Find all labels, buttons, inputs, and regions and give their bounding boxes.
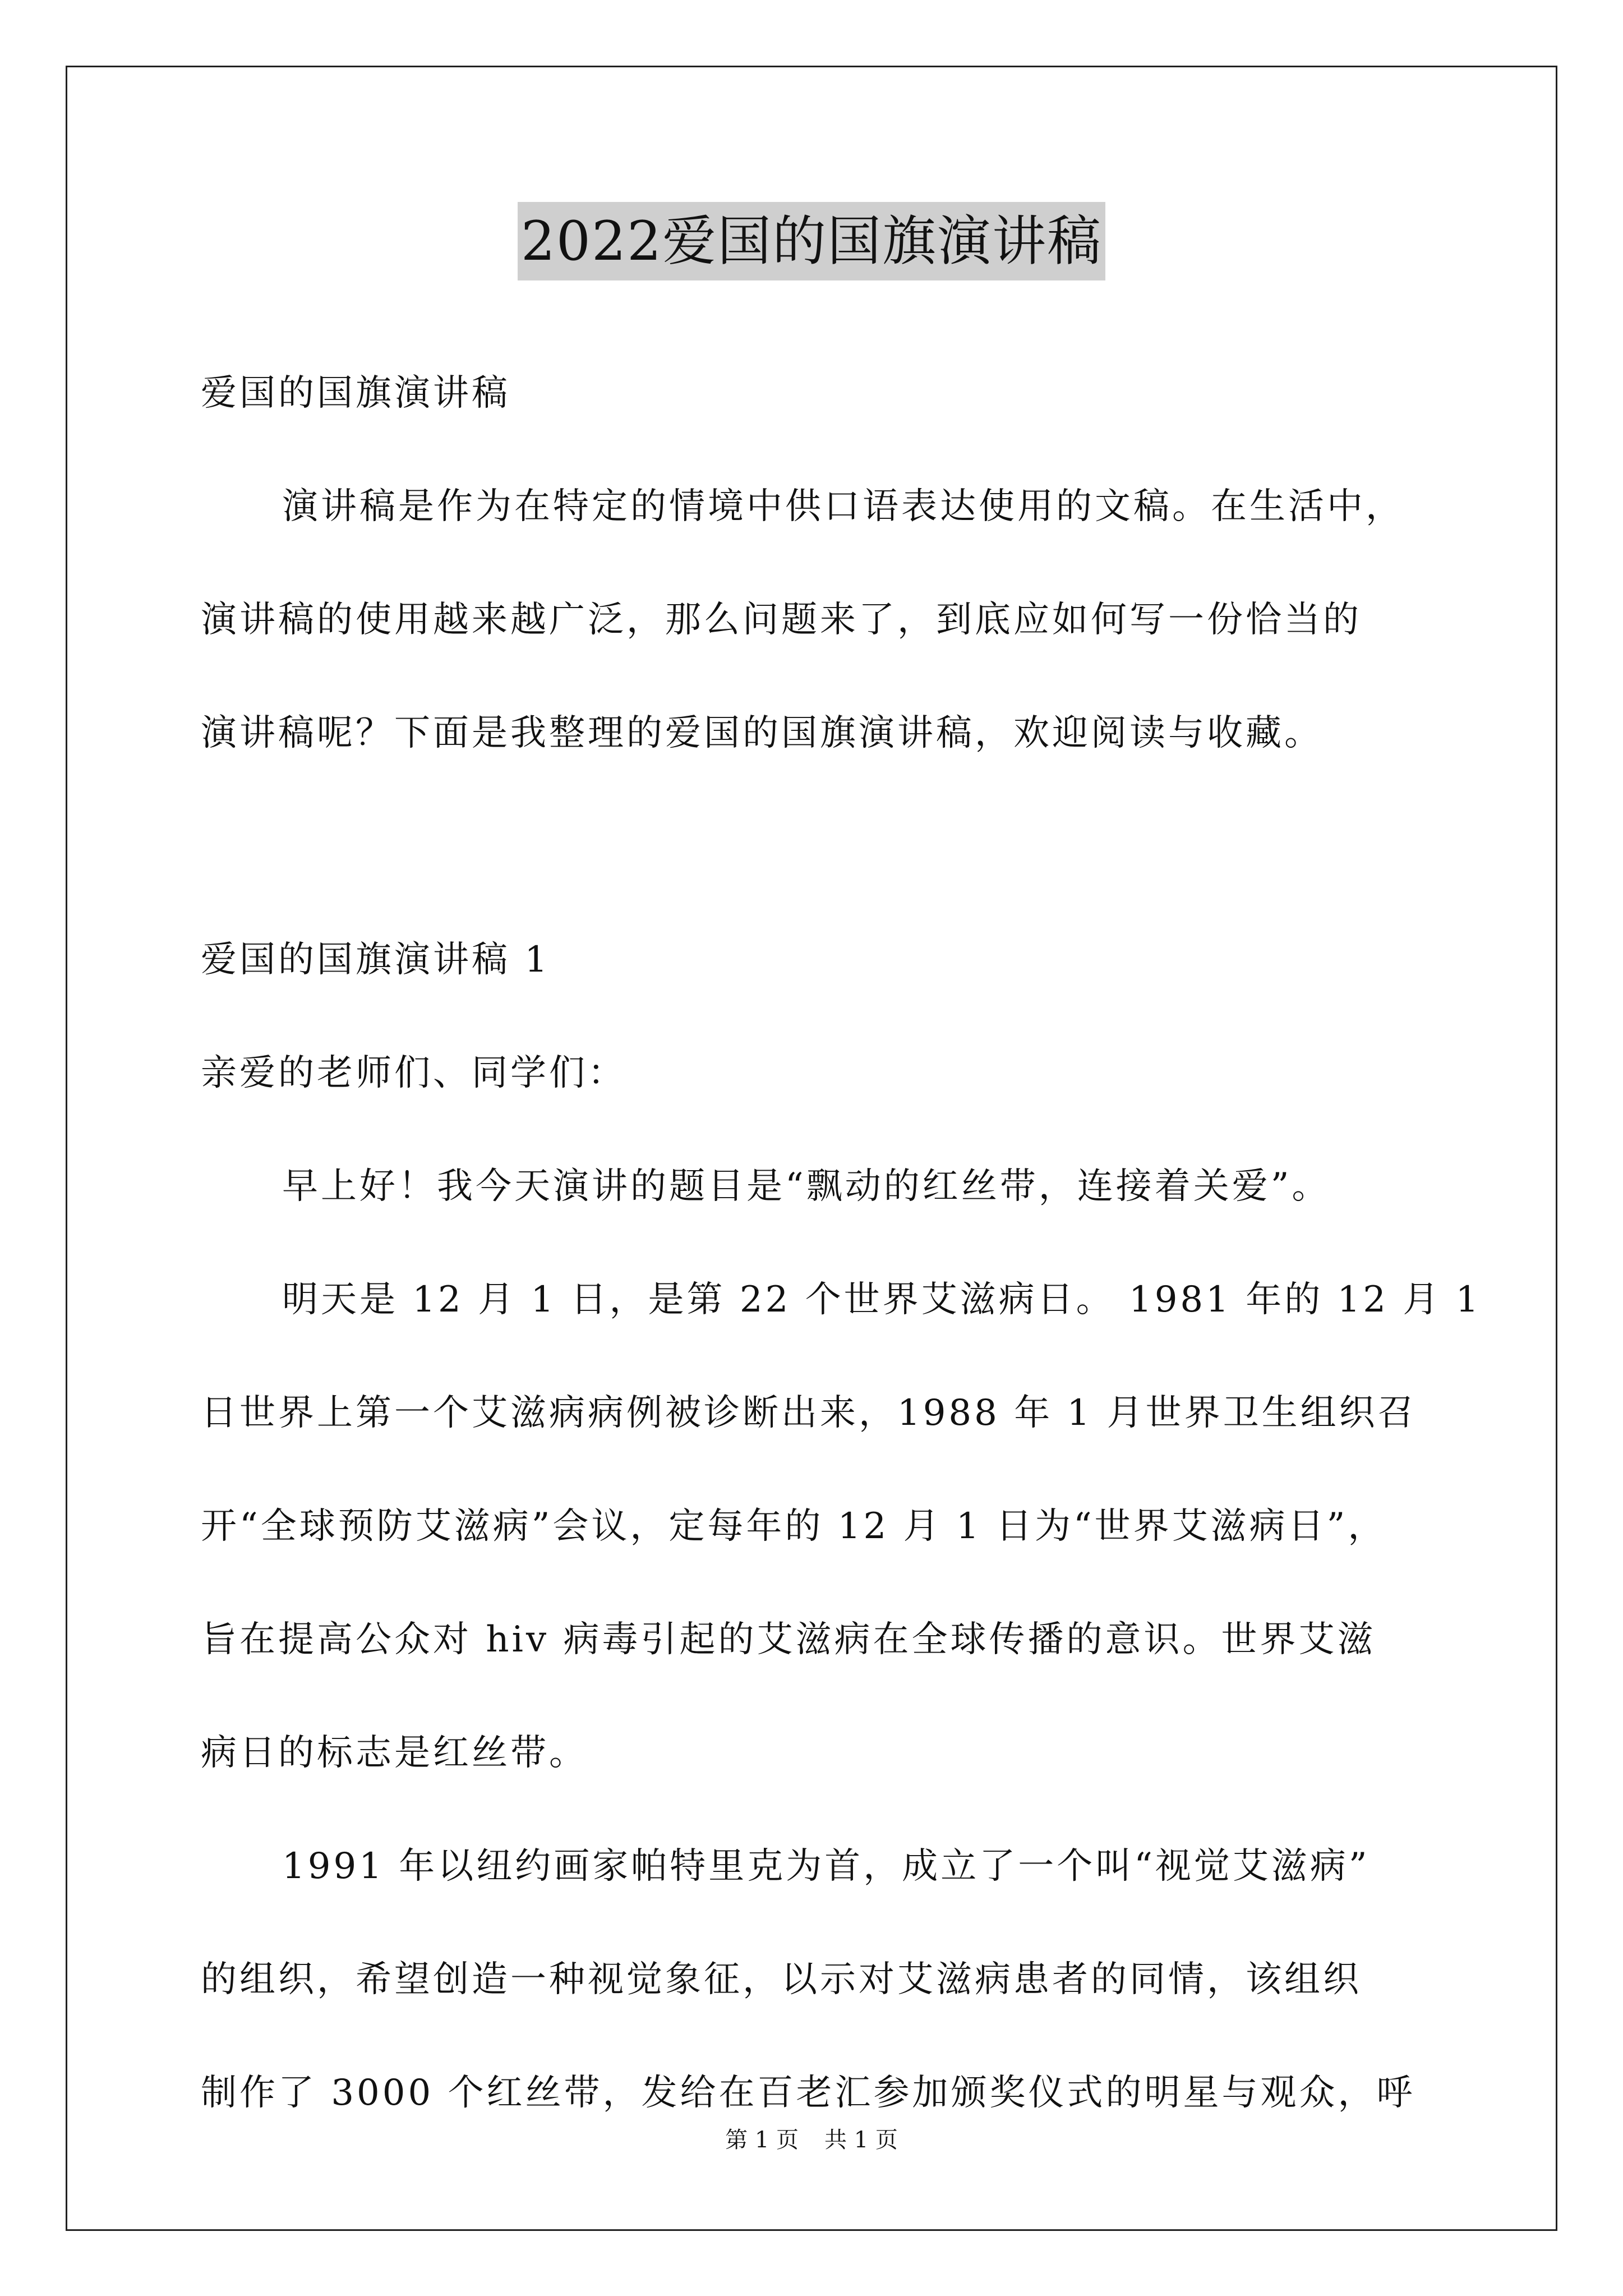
text-line: 亲爱的老师们、同学们： xyxy=(201,1052,626,1094)
text-line: 制作了 3000 个红丝带，发给在百老汇参加颁奖仪式的明星与观众，呼 xyxy=(201,2072,1415,2114)
text-line: 病日的标志是红丝带。 xyxy=(201,1732,588,1774)
text-line: 开“全球预防艾滋病”会议，定每年的 12 月 1 日为“世界艾滋病日”， xyxy=(201,1506,1387,1547)
text-line: 日世界上第一个艾滋病病例被诊断出来，1988 年 1 月世界卫生组织召 xyxy=(201,1392,1417,1434)
text-line: 演讲稿的使用越来越广泛，那么问题来了，到底应如何写一份恰当的 xyxy=(201,599,1362,641)
page-footer xyxy=(0,2123,1623,2157)
text-line: 爱国的国旗演讲稿 xyxy=(201,372,510,414)
text-line: 演讲稿呢？下面是我整理的爱国的国旗演讲稿，欢迎阅读与收藏。 xyxy=(201,712,1323,754)
page-number: 第 1 页 xyxy=(725,2127,799,2153)
document-title: 2022爱国的国旗演讲稿 xyxy=(518,202,1105,280)
text-line: 演讲稿是作为在特定的情境中供口语表达使用的文稿。在生活中， xyxy=(282,486,1404,527)
document-body xyxy=(201,337,1482,2150)
text-line: 爱国的国旗演讲稿 1 xyxy=(201,939,551,981)
text-line: 早上好！我今天演讲的题目是“飘动的红丝带，连接着关爱”。 xyxy=(282,1166,1331,1207)
title-container xyxy=(0,202,1623,280)
text-line: 的组织，希望创造一种视觉象征，以示对艾滋病患者的同情，该组织 xyxy=(201,1959,1362,2000)
text-line: 明天是 12 月 1 日，是第 22 个世界艾滋病日。 1981 年的 12 月 1 xyxy=(282,1279,1482,1320)
blank-line xyxy=(201,790,1435,903)
text-line: 1991 年以纽约画家帕特里克为首，成立了一个叫“视觉艾滋病” xyxy=(282,1846,1370,1887)
text-line: 旨在提高公众对 hiv 病毒引起的艾滋病在全球传播的意识。世界艾滋 xyxy=(201,1619,1376,1660)
page-total: 共 1 页 xyxy=(824,2127,898,2153)
